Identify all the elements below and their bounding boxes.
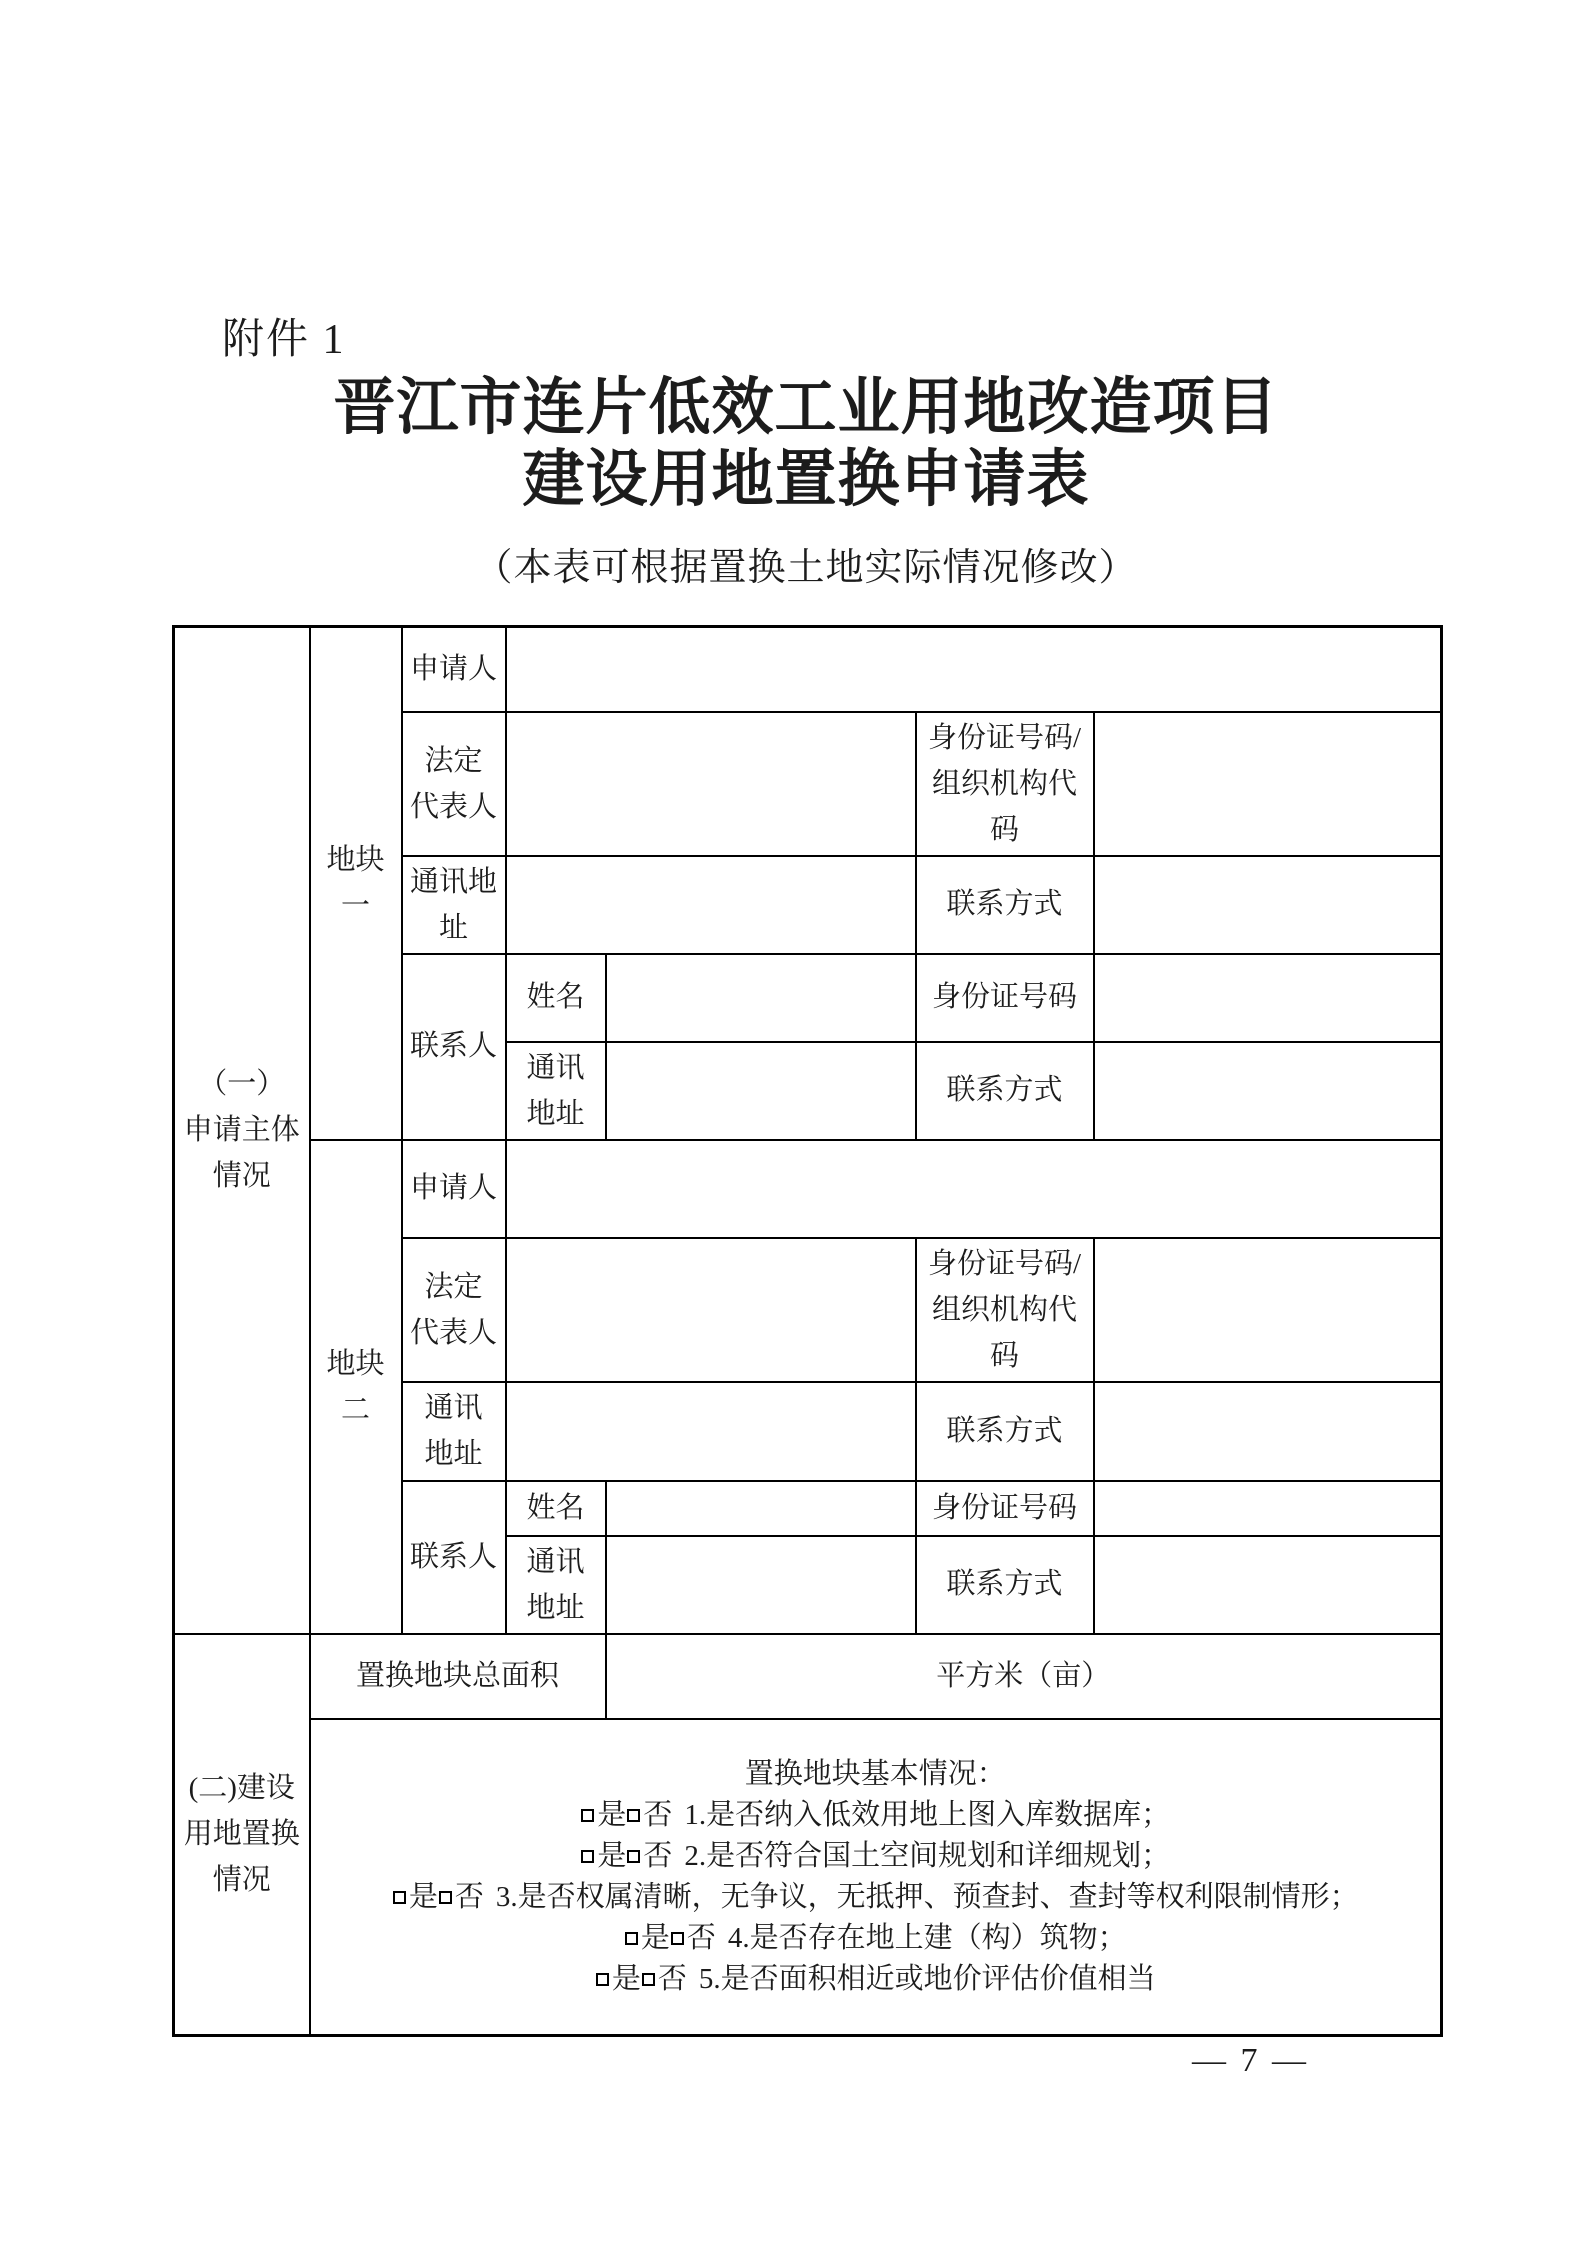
parcel2-contact-name-input — [606, 1481, 916, 1536]
area-unit-cell: 平方米（亩） — [606, 1634, 1442, 1719]
parcel2-contact-method-input — [1094, 1382, 1442, 1481]
parcel2-id-org-label: 身份证号码/ 组织机构代码 — [916, 1238, 1094, 1382]
checkbox-item-4 — [315, 1918, 1437, 1959]
parcel1-contact-address-label: 通讯 地址 — [506, 1042, 606, 1140]
yes-checkbox-icon — [393, 1891, 406, 1904]
parcel2-applicant-label: 申请人 — [402, 1140, 506, 1238]
checkbox-item-text: 5.是否面积相近或地价评估价值相当 — [698, 1962, 1156, 1995]
no-label: 否 — [657, 1962, 687, 1995]
parcel1-legal-rep-input — [506, 712, 916, 856]
parcel1-legal-rep-label: 法定 代表人 — [402, 712, 506, 856]
parcel1-contact-id-label: 身份证号码 — [916, 954, 1094, 1042]
parcel1-contact-name-input — [606, 954, 916, 1042]
parcel1-id-org-input — [1094, 712, 1442, 856]
parcel2-contact-method-label: 联系方式 — [916, 1382, 1094, 1481]
document-title-line1: 晋江市连片低效工业用地改造项目 — [333, 374, 1279, 442]
parcel2-contact-name-label: 姓名 — [506, 1481, 606, 1536]
checkbox-item-3 — [315, 1877, 1437, 1918]
parcel1-contact-id-input — [1094, 954, 1442, 1042]
parcel2-address-input — [506, 1382, 916, 1481]
parcel1-contact-address-input — [606, 1042, 916, 1140]
yes-label: 是 — [640, 1921, 670, 1954]
parcel2-contact-id-input — [1094, 1481, 1442, 1536]
no-checkbox-icon — [671, 1932, 684, 1945]
checkbox-item-text: 2.是否符合国土空间规划和详细规划； — [684, 1839, 1171, 1872]
section2-label: (二)建设 用地置换 情况 — [174, 1634, 310, 2036]
parcel2-applicant-input — [506, 1140, 1442, 1238]
yes-checkbox-icon — [581, 1850, 594, 1863]
checkbox-item-text: 3.是否权属清晰，无争议，无抵押、预查封、查封等权利限制情形； — [495, 1880, 1359, 1913]
yes-checkbox-icon — [596, 1973, 609, 1986]
parcel2-id-org-input — [1094, 1238, 1442, 1382]
parcel2-contact-id-label: 身份证号码 — [916, 1481, 1094, 1536]
no-checkbox-icon — [439, 1891, 452, 1904]
parcel2-legal-rep-input — [506, 1238, 916, 1382]
application-form-table — [172, 625, 1443, 2037]
yes-checkbox-icon — [625, 1932, 638, 1945]
yes-label: 是 — [597, 1839, 627, 1872]
yes-label: 是 — [611, 1962, 641, 1995]
basic-info-title: 置换地块基本情况： — [744, 1757, 1006, 1790]
parcel2-label: 地块 二 — [310, 1140, 402, 1634]
no-label: 否 — [454, 1880, 484, 1913]
no-label: 否 — [643, 1798, 673, 1831]
basic-info-cell — [310, 1719, 1442, 2036]
checkbox-item-1 — [315, 1795, 1437, 1836]
checkbox-item-text: 1.是否纳入低效用地上图入库数据库； — [684, 1798, 1171, 1831]
parcel1-address-label: 通讯地 址 — [402, 856, 506, 954]
document-subtitle: （本表可根据置换土地实际情况修改） — [474, 547, 1138, 589]
no-label: 否 — [643, 1839, 673, 1872]
document-header — [172, 372, 1440, 591]
parcel1-label: 地块 一 — [310, 627, 402, 1140]
parcel1-contact-method2-label: 联系方式 — [916, 1042, 1094, 1140]
parcel1-contact-method2-input — [1094, 1042, 1442, 1140]
parcel1-contact-name-label: 姓名 — [506, 954, 606, 1042]
no-checkbox-icon — [627, 1850, 640, 1863]
parcel1-contact-method-label: 联系方式 — [916, 856, 1094, 954]
checkbox-item-5 — [315, 1959, 1437, 2000]
parcel2-contact-method2-label: 联系方式 — [916, 1536, 1094, 1634]
no-checkbox-icon — [642, 1973, 655, 1986]
parcel1-id-org-label: 身份证号码/ 组织机构代码 — [916, 712, 1094, 856]
checkbox-item-2 — [315, 1836, 1437, 1877]
page-number: — 7 — — [1192, 2042, 1309, 2079]
parcel2-contact-address-input — [606, 1536, 916, 1634]
parcel2-address-label: 通讯 地址 — [402, 1382, 506, 1481]
parcel2-legal-rep-label: 法定 代表人 — [402, 1238, 506, 1382]
no-checkbox-icon — [627, 1809, 640, 1822]
no-label: 否 — [686, 1921, 716, 1954]
yes-label: 是 — [408, 1880, 438, 1913]
parcel2-contact-method2-input — [1094, 1536, 1442, 1634]
section1-label: （一） 申请主体 情况 — [174, 627, 310, 1634]
parcel1-applicant-input — [506, 627, 1442, 712]
attachment-label: 附件 1 — [222, 317, 346, 363]
parcel1-contact-label: 联系人 — [402, 954, 506, 1140]
yes-checkbox-icon — [581, 1809, 594, 1822]
parcel2-contact-address-label: 通讯 地址 — [506, 1536, 606, 1634]
checkbox-item-text: 4.是否存在地上建（构）筑物； — [727, 1921, 1127, 1954]
parcel2-contact-label: 联系人 — [402, 1481, 506, 1634]
yes-label: 是 — [597, 1798, 627, 1831]
total-area-label: 置换地块总面积 — [310, 1634, 606, 1719]
document-title-line2: 建设用地置换申请表 — [522, 446, 1090, 514]
parcel1-applicant-label: 申请人 — [402, 627, 506, 712]
parcel1-contact-method-input — [1094, 856, 1442, 954]
parcel1-address-input — [506, 856, 916, 954]
